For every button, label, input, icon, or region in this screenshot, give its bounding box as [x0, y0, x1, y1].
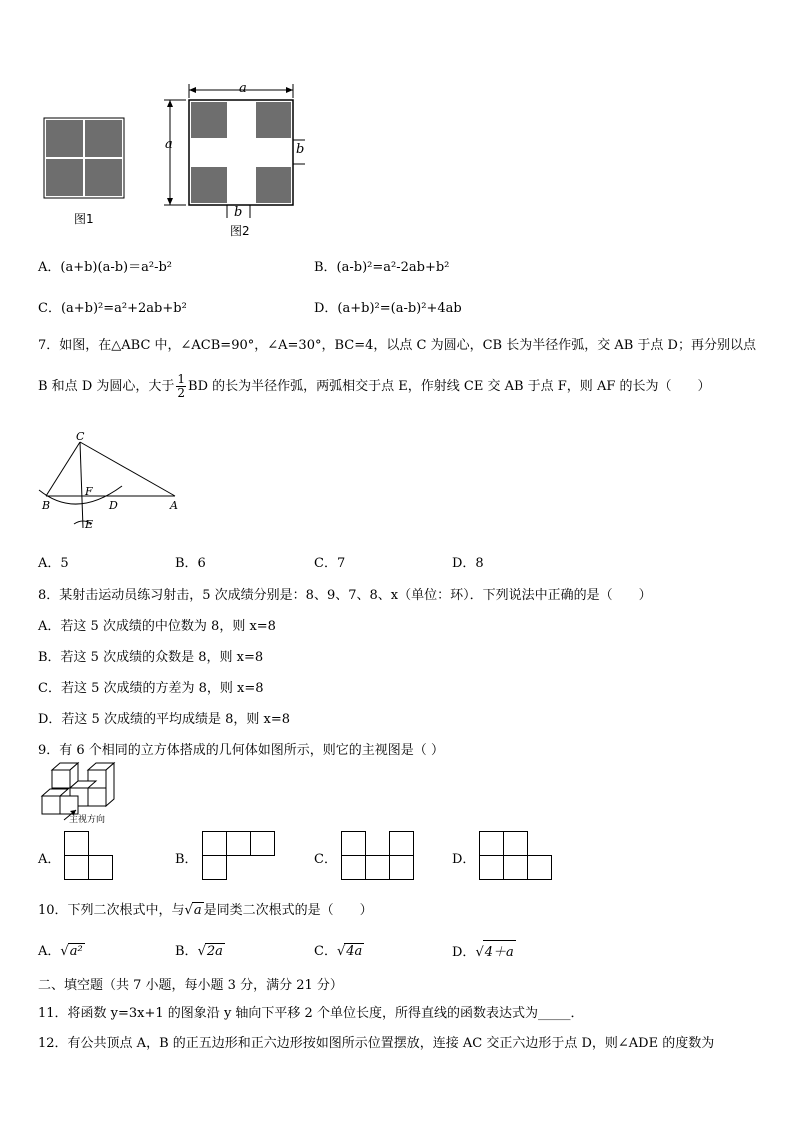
sqrt-icon: √ — [60, 944, 69, 959]
q7-frac-num: 1 — [177, 372, 186, 386]
sqrt-icon: √ — [184, 903, 193, 918]
q8-option-d[interactable]: D．若这 5 次成绩的平均成绩是 8，则 x=8 — [38, 712, 290, 727]
q7-label-e: E — [85, 518, 94, 531]
fig2-dim-b-bottom: b — [234, 205, 243, 220]
fig2-corner-br — [256, 167, 291, 203]
q8-option-a[interactable]: A．若这 5 次成绩的中位数为 8，则 x=8 — [38, 619, 276, 634]
q10-option-c-radicand: 4a — [346, 944, 363, 959]
q9-option-a-label[interactable]: A． — [38, 852, 61, 867]
q6-figure-1 — [40, 114, 130, 204]
fig1-square-br — [85, 159, 122, 196]
q7-option-a[interactable]: A．5 — [38, 556, 69, 571]
q10-stem-post: 是同类二次根式的是（ ） — [203, 903, 373, 918]
q7-label-c: C — [76, 430, 85, 443]
q7-option-b[interactable]: B．6 — [175, 556, 206, 571]
q10-stem-radicand: a — [193, 903, 202, 918]
q9-option-d-figure[interactable] — [479, 831, 555, 883]
q10-stem — [38, 899, 373, 918]
q6-option-a[interactable]: A．(a+b)(a-b)＝a²-b² — [38, 260, 172, 275]
q8-option-b[interactable]: B．若这 5 次成绩的众数是 8，则 x=8 — [38, 650, 264, 665]
sqrt-icon: √ — [475, 945, 484, 960]
q7-stem-line2-post: BD 的长为半径作弧，两弧相交于点 E，作射线 CE 交 AB 于点 F，则 AF 的长为（ ） — [188, 379, 711, 394]
q7-label-d: D — [109, 499, 118, 512]
q10-option-d-radicand: 4＋a — [483, 940, 516, 960]
fig1-square-tl — [46, 120, 83, 157]
fig2-dim-b-right: b — [296, 142, 305, 157]
q10-option-c[interactable] — [314, 940, 364, 959]
fig2-dim-a-left: a — [165, 137, 173, 152]
q9-option-b-figure[interactable] — [202, 831, 278, 883]
q10-option-a-label: A． — [38, 944, 61, 959]
q7-fraction — [176, 373, 186, 400]
fig1-square-bl — [46, 159, 83, 196]
fig2-corner-bl — [191, 167, 227, 203]
q6-option-b[interactable]: B．(a-b)²=a²-2ab+b² — [314, 260, 450, 275]
q7-label-b: B — [42, 499, 51, 512]
fig1-label: 图1 — [74, 212, 94, 226]
q9-direction-label: 主视方向 — [69, 815, 106, 825]
q10-stem-pre: 10．下列二次根式中，与 — [38, 903, 185, 918]
q10-option-d[interactable] — [452, 940, 516, 960]
q9-option-c-figure[interactable] — [341, 831, 417, 883]
q7-figure — [36, 432, 186, 532]
q8-option-c[interactable]: C．若这 5 次成绩的方差为 8，则 x=8 — [38, 681, 264, 696]
q8-stem: 8．某射击运动员练习射击，5 次成绩分别是：8、9、7、8、x（单位：环）．下列说法中正确的是（ ） — [38, 588, 652, 603]
q7-label-f: F — [85, 485, 93, 498]
section-2-heading: 二、填空题（共 7 小题，每小题 3 分，满分 21 分） — [38, 978, 343, 993]
q7-option-d[interactable]: D．8 — [452, 556, 484, 571]
q12-stem: 12．有公共顶点 A，B 的正五边形和正六边形按如图所示位置摆放，连接 AC 交正六边形于点 D，则∠ADE 的度数为 — [38, 1036, 715, 1051]
sqrt-icon: √ — [197, 944, 206, 959]
q9-option-d-label[interactable]: D． — [452, 852, 476, 867]
q11-stem: 11．将函数 y=3x+1 的图象沿 y 轴向下平移 2 个单位长度，所得直线的函数表达式为_____． — [38, 1006, 584, 1021]
q7-frac-den: 2 — [177, 386, 186, 400]
q9-option-b-label[interactable]: B． — [175, 852, 198, 867]
q10-option-b-label: B． — [175, 944, 198, 959]
q10-option-a-radicand: a² — [69, 944, 83, 959]
q10-option-d-label: D． — [452, 945, 476, 960]
fig1-square-tr — [85, 120, 122, 157]
q10-option-b[interactable] — [175, 940, 225, 959]
q6-option-d[interactable]: D．(a+b)²=(a-b)²+4ab — [314, 301, 462, 316]
fig2-corner-tr — [256, 102, 291, 138]
q9-option-c-label[interactable]: C． — [314, 852, 337, 867]
fig2-corner-tl — [191, 102, 227, 138]
q10-option-b-radicand: 2a — [206, 944, 223, 959]
q9-stem: 9．有 6 个相同的立方体搭成的几何体如图所示，则它的主视图是（ ） — [38, 743, 444, 758]
q7-stem-line2 — [38, 369, 710, 405]
fig2-label: 图2 — [230, 224, 250, 238]
q6-figure-2 — [160, 80, 310, 225]
sqrt-icon: √ — [336, 944, 346, 959]
fig2-dim-a-top: a — [239, 81, 247, 96]
q10-option-c-label: C． — [314, 944, 337, 959]
q7-stem-line1: 7．如图，在△ABC 中，∠ACB=90°，∠A=30°，BC=4，以点 C 为圆心，CB 长为半径作弧，交 AB 于点 D；再分别以点 — [38, 338, 756, 353]
q6-option-c[interactable]: C．(a+b)²=a²+2ab+b² — [38, 301, 187, 316]
q9-option-a-figure[interactable] — [64, 831, 116, 883]
q7-label-a: A — [170, 499, 178, 512]
q10-option-a[interactable] — [38, 940, 85, 959]
q7-stem-line2-pre: B 和点 D 为圆心，大于 — [38, 379, 175, 394]
q7-option-c[interactable]: C．7 — [314, 556, 346, 571]
